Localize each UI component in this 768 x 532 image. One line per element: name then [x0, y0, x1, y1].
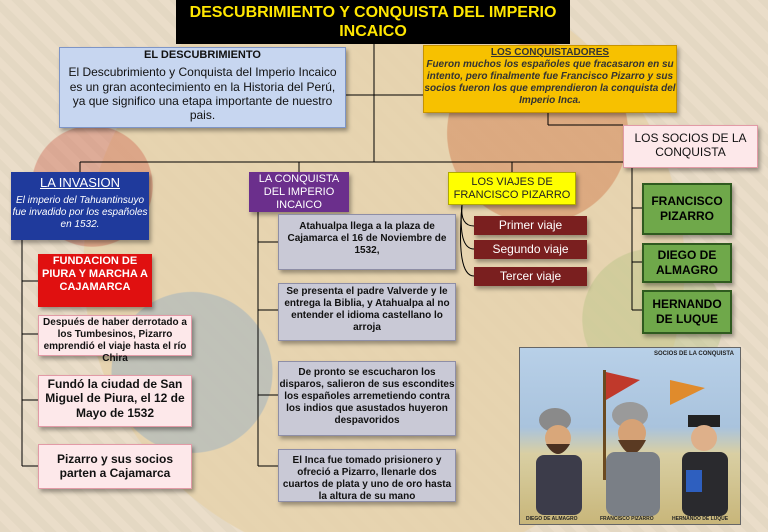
invasion-box	[11, 172, 149, 240]
invasion-heading: LA INVASION	[40, 175, 120, 190]
conquista-item-4: El Inca fue tomado prisionero y ofreció a Pizarro, llenarle dos cuartos de plata y uno de oro hasta la altura de su mano	[278, 449, 456, 502]
viaje-item-2: Segundo viaje	[474, 240, 587, 259]
invasion-item-1: Después de haber derrotado a los Tumbesinos, Pizarro emprendió el viaje hasta el río Chira	[38, 315, 192, 356]
caption-almagro: DIEGO DE ALMAGRO	[526, 516, 578, 522]
viaje-item-1: Primer viaje	[474, 216, 587, 235]
caption-pizarro: FRANCISCO PIZARRO	[600, 516, 654, 522]
invasion-text: El imperio del Tahuantinsuyo fue invadido por los españoles en 1532.	[12, 194, 148, 230]
descubrimiento-text: El Descubrimiento y Conquista del Imperio Incaico es un gran acontecimiento en la Historia del Perú, ya que significo una etapa importante de nuestro pais.	[68, 65, 337, 123]
conquistadores-box	[423, 45, 677, 113]
conquistadores-heading: LOS CONQUISTADORES	[490, 47, 610, 58]
fundacion-box: FUNDACION DE PIURA Y MARCHA A CAJAMARCA	[38, 254, 152, 307]
conquista-item-2: Se presenta el padre Valverde y le entrega la Biblia, y Atahualpa al no entender el idioma castellano lo arroja	[278, 283, 456, 341]
socios-heading: LOS SOCIOS DE LA CONQUISTA	[623, 125, 758, 168]
viaje-item-3: Tercer viaje	[474, 267, 587, 286]
descubrimiento-heading: EL DESCUBRIMIENTO	[144, 49, 261, 61]
conquista-heading: LA CONQUISTA DEL IMPERIO INCAICO	[249, 172, 349, 212]
socio-francisco-pizarro: FRANCISCO PIZARRO	[642, 183, 732, 235]
conquista-item-3: De pronto se escucharon los disparos, salieron de sus escondites los españoles arremetiendo contra los indios que asustados huyeron despavoridos	[278, 361, 456, 436]
viajes-heading: LOS VIAJES DE FRANCISCO PIZARRO	[448, 172, 576, 205]
socio-hernando-de-luque: HERNANDO DE LUQUE	[642, 290, 732, 334]
illustration-title: SOCIOS DE LA CONQUISTA	[653, 351, 734, 357]
socio-diego-de-almagro: DIEGO DE ALMAGRO	[642, 243, 732, 283]
invasion-item-2: Fundó la ciudad de San Miguel de Piura, el 12 de Mayo de 1532	[38, 375, 192, 427]
socios-illustration	[519, 347, 741, 525]
invasion-item-3: Pizarro y sus socios parten a Cajamarca	[38, 444, 192, 489]
page-title: DESCUBRIMIENTO Y CONQUISTA DEL IMPERIO INCAICO	[176, 0, 570, 44]
conquistadores-figures	[520, 360, 740, 520]
conquista-item-1: Atahualpa llega a la plaza de Cajamarca el 16 de Noviembre de 1532,	[278, 214, 456, 270]
descubrimiento-box	[59, 47, 346, 128]
caption-luque: HERNANDO DE LUQUE	[672, 516, 729, 522]
conquistadores-text: Fueron muchos los españoles que fracasaron en su intento, pero finalmente fue Francisco Pizarro y sus socios fueron los que emprendieron la conquista del Imperio Inca.	[424, 59, 676, 106]
